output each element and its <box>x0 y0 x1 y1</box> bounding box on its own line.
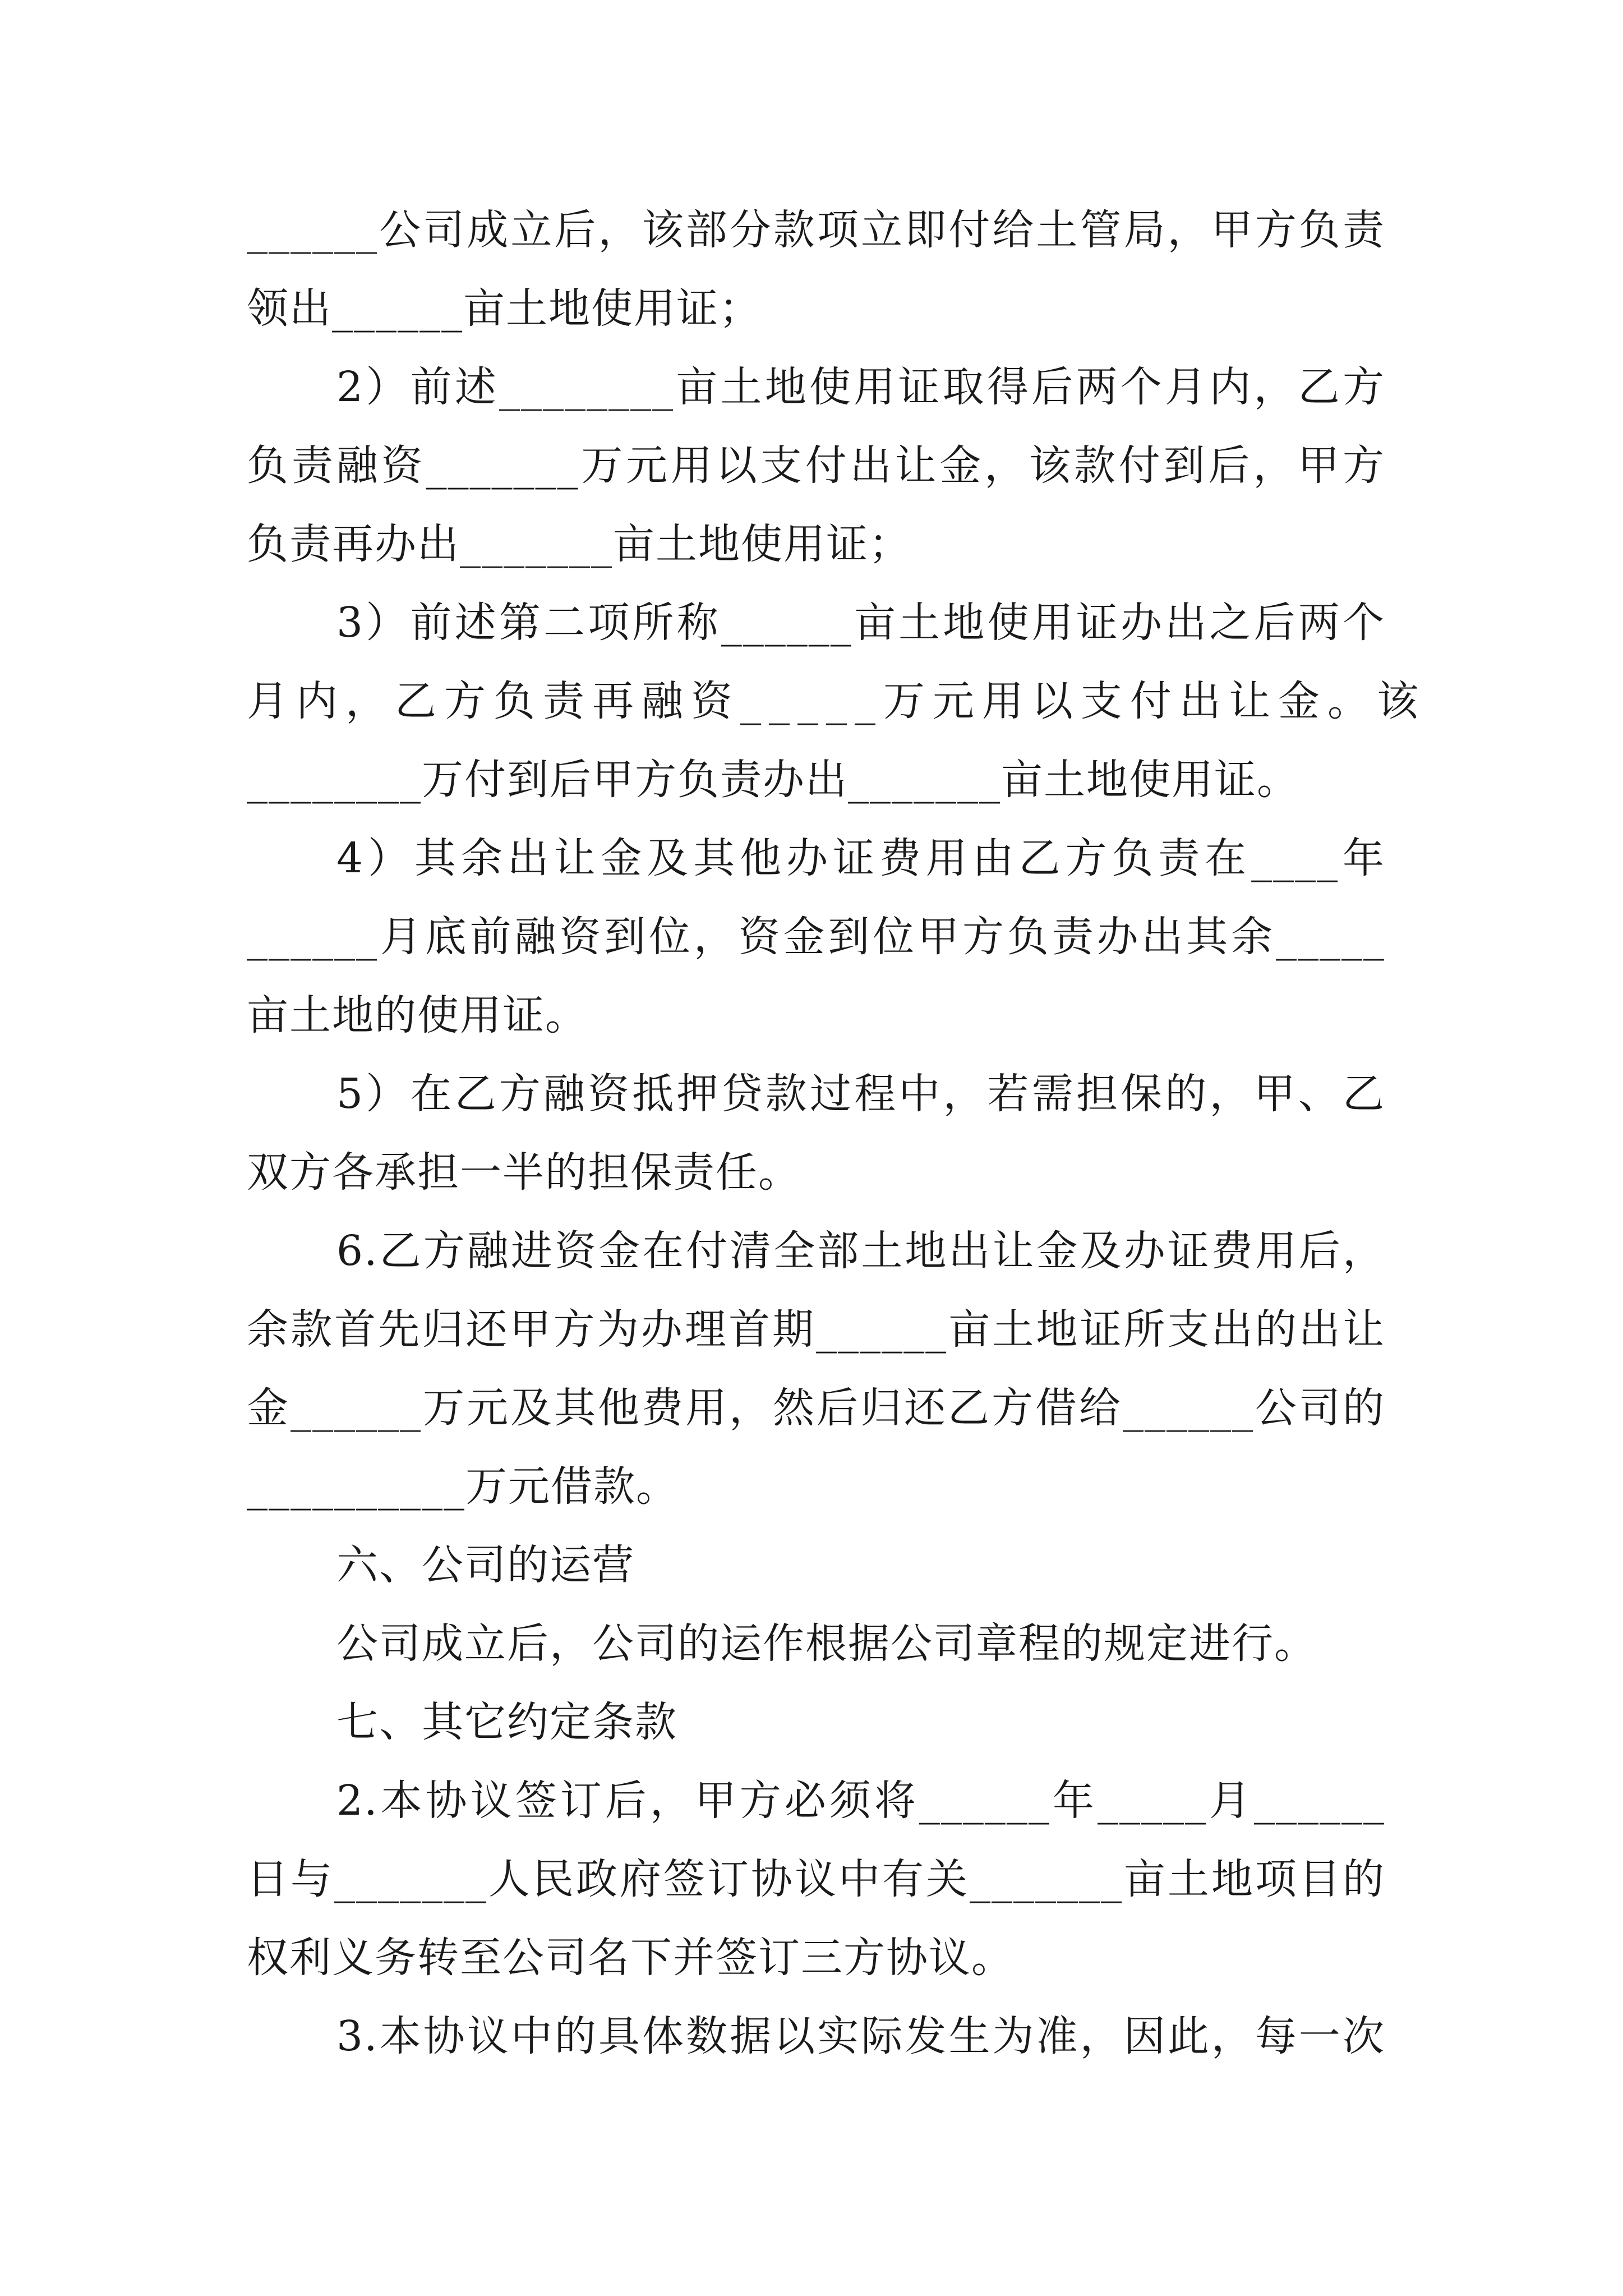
text-line: 负责融资_______万元用以支付出让金，该款付到后，甲方 <box>247 441 1385 490</box>
text-line: __________万元借款。 <box>247 1462 679 1511</box>
text-line: ______公司成立后，该部分款项立即付给土管局，甲方负责 <box>247 206 1385 254</box>
text-line: 4）其余出让金及其他办证费用由乙方负责在____年 <box>336 834 1385 882</box>
text-line: 3.本协议中的具体数据以实际发生为准，因此，每一次 <box>336 2012 1385 2060</box>
section-heading: 七、其它约定条款 <box>336 1698 677 1746</box>
text-line: 双方各承担一半的担保责任。 <box>247 1148 801 1197</box>
text-line: 3）前述第二项所称______亩土地使用证办出之后两个 <box>336 599 1385 647</box>
text-line: 2）前述________亩土地使用证取得后两个月内，乙方 <box>336 363 1385 411</box>
text-line: 5）在乙方融资抵押贷款过程中，若需担保的，甲、乙 <box>336 1070 1385 1118</box>
text-line: 金______万元及其他费用，然后归还乙方借给______公司的 <box>247 1384 1385 1432</box>
text-line: ______月底前融资到位，资金到位甲方负责办出其余_____ <box>247 913 1385 961</box>
text-line: 2.本协议签订后，甲方必须将______年_____月______ <box>336 1777 1385 1825</box>
text-line: 权利义务转至公司名下并签订三方协议。 <box>247 1934 1014 1982</box>
text-line: 领出______亩土地使用证； <box>247 284 762 333</box>
text-line: 余款首先归还甲方为办理首期______亩土地证所支出的出让 <box>247 1305 1385 1354</box>
text-line: 亩土地的使用证。 <box>247 991 588 1039</box>
text-line: 6.乙方融进资金在付清全部土地出让金及办证费用后， <box>336 1227 1385 1275</box>
text-line: 负责再办出_______亩土地使用证； <box>247 520 911 568</box>
section-heading: 六、公司的运营 <box>336 1541 635 1589</box>
text-line: 月内，乙方负责再融资_____万元用以支付出让金。该 <box>247 677 1426 725</box>
text-line: 日与_______人民政府签订协议中有关_______亩土地项目的 <box>247 1855 1385 1903</box>
text-line: ________万付到后甲方负责办出_______亩土地使用证。 <box>247 756 1299 804</box>
text-line: 公司成立后，公司的运作根据公司章程的规定进行。 <box>336 1619 1317 1668</box>
